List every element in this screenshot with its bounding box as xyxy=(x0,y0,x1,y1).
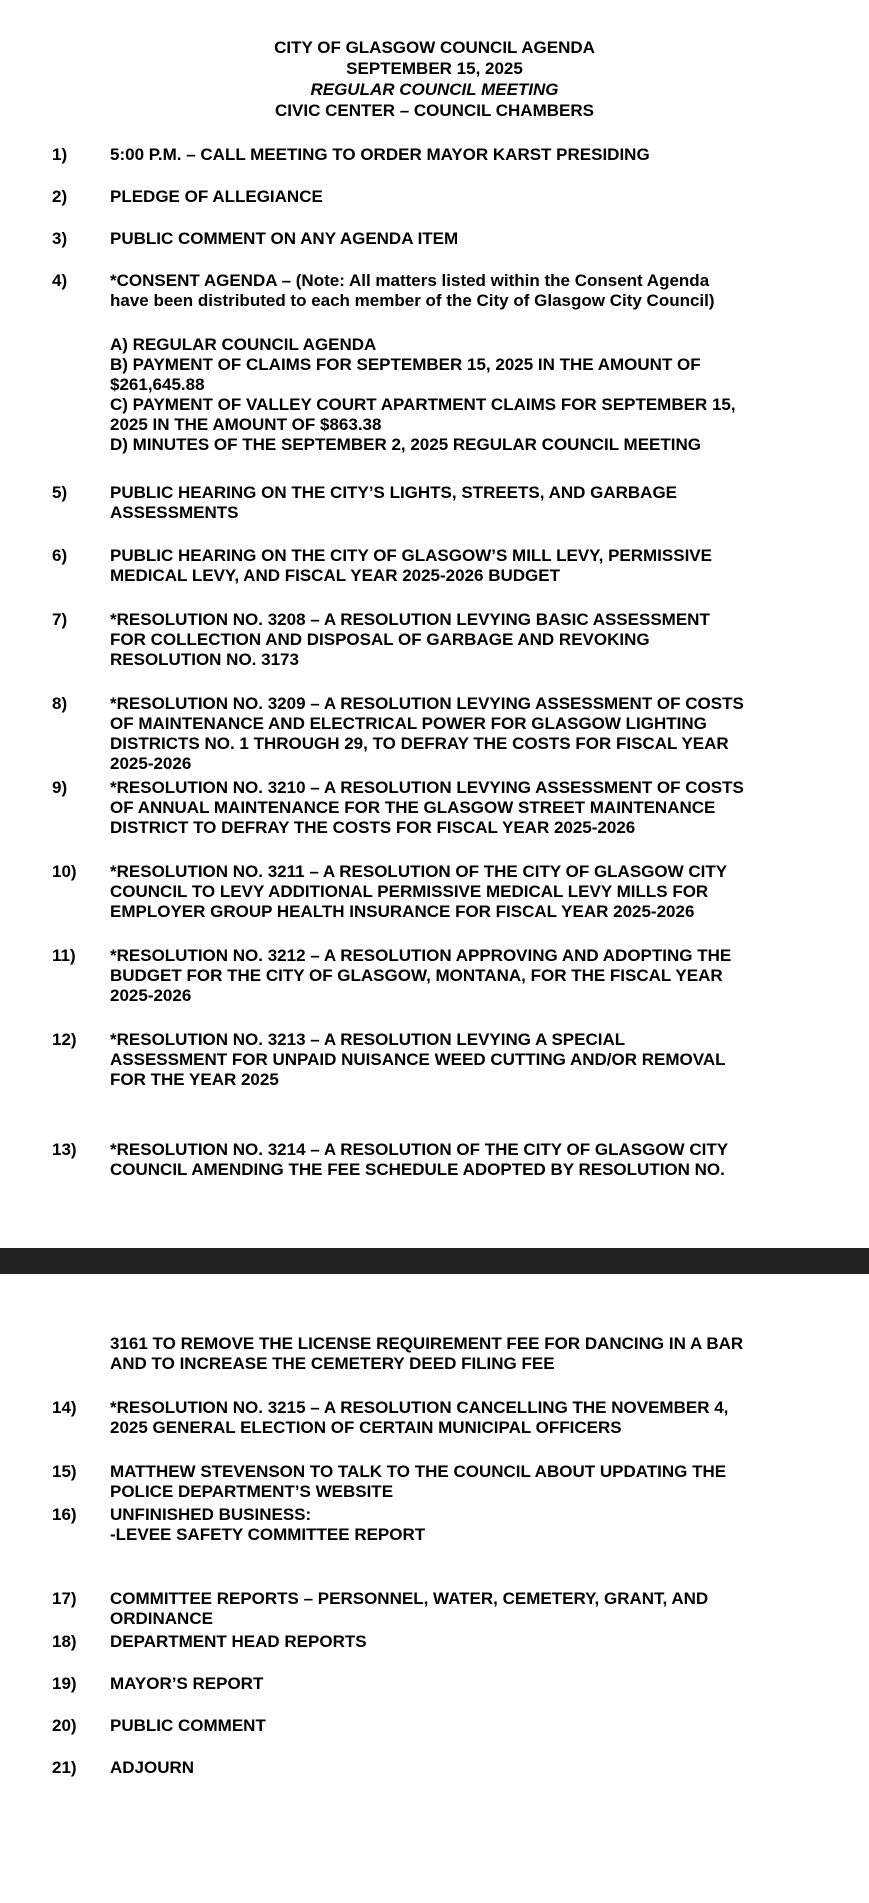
agenda-item-text xyxy=(110,187,810,207)
agenda-item-number: 4) xyxy=(52,271,68,290)
agenda-item-line: PUBLIC HEARING ON THE CITY OF GLASGOW’S MILL LEVY, PERMISSIVE xyxy=(110,546,712,565)
agenda-item-text xyxy=(110,1758,810,1778)
agenda-item-line: *RESOLUTION NO. 3213 – A RESOLUTION LEVYING A SPECIAL xyxy=(110,1030,626,1049)
agenda-item-number: 10) xyxy=(52,862,77,881)
agenda-item-number: 5) xyxy=(52,483,68,502)
agenda-item-line: EMPLOYER GROUP HEALTH INSURANCE FOR FISCAL YEAR 2025-2026 xyxy=(110,902,695,921)
header-location: CIVIC CENTER – COUNCIL CHAMBERS xyxy=(275,101,594,120)
header-meeting-type: REGULAR COUNCIL MEETING xyxy=(310,80,559,99)
agenda-item-line: AND TO INCREASE THE CEMETERY DEED FILING FEE xyxy=(110,1354,555,1373)
agenda-item-line: *RESOLUTION NO. 3212 – A RESOLUTION APPROVING AND ADOPTING THE xyxy=(110,946,732,965)
agenda-item-line: ORDINANCE xyxy=(110,1609,213,1628)
agenda-item-line: MEDICAL LEVY, AND FISCAL YEAR 2025-2026 BUDGET xyxy=(110,566,560,585)
agenda-item-line: $261,645.88 xyxy=(110,375,205,394)
agenda-item-line: D) MINUTES OF THE SEPTEMBER 2, 2025 REGULAR COUNCIL MEETING xyxy=(110,435,701,454)
agenda-header xyxy=(0,0,869,121)
agenda-item-line: DISTRICT TO DEFRAY THE COSTS FOR FISCAL YEAR 2025-2026 xyxy=(110,818,636,837)
page-divider xyxy=(0,1248,869,1274)
agenda-item-line: 2025-2026 xyxy=(110,754,192,773)
agenda-item-line: A) REGULAR COUNCIL AGENDA xyxy=(110,335,377,354)
agenda-item-line: *RESOLUTION NO. 3210 – A RESOLUTION LEVYING ASSESSMENT OF COSTS xyxy=(110,778,744,797)
agenda-item-text xyxy=(110,1632,810,1652)
agenda-item-text xyxy=(110,1334,810,1374)
agenda-item-number: 6) xyxy=(52,546,68,565)
header-title: CITY OF GLASGOW COUNCIL AGENDA xyxy=(274,38,595,57)
agenda-item-number: 17) xyxy=(52,1589,77,1608)
agenda-item-number: 13) xyxy=(52,1140,77,1159)
agenda-item-number: 9) xyxy=(52,778,68,797)
agenda-item-line: OF ANNUAL MAINTENANCE FOR THE GLASGOW STREET MAINTENANCE xyxy=(110,798,716,817)
agenda-item-line: *CONSENT AGENDA – (Note: All matters listed within the Consent Agenda xyxy=(110,271,710,290)
agenda-item-text xyxy=(110,483,810,523)
agenda-item-line: ADJOURN xyxy=(110,1758,195,1777)
agenda-item-number: 19) xyxy=(52,1674,77,1693)
agenda-item-line: 5:00 P.M. – CALL MEETING TO ORDER MAYOR KARST PRESIDING xyxy=(110,145,650,164)
agenda-item-text xyxy=(110,946,810,1006)
agenda-item-number: 11) xyxy=(52,946,76,965)
agenda-item-text xyxy=(110,145,810,165)
agenda-item-line: COMMITTEE REPORTS – PERSONNEL, WATER, CEMETERY, GRANT, AND xyxy=(110,1589,709,1608)
agenda-item-number: 1) xyxy=(52,145,68,164)
agenda-item-number: 14) xyxy=(52,1398,77,1417)
agenda-item-number: 2) xyxy=(52,187,68,206)
agenda-item-text xyxy=(110,1674,810,1694)
agenda-item-line: *RESOLUTION NO. 3208 – A RESOLUTION LEVYING BASIC ASSESSMENT xyxy=(110,610,710,629)
agenda-item-text xyxy=(110,862,810,922)
agenda-item-line: *RESOLUTION NO. 3215 – A RESOLUTION CANCELLING THE NOVEMBER 4, xyxy=(110,1398,729,1417)
agenda-item-line: PLEDGE OF ALLEGIANCE xyxy=(110,187,323,206)
agenda-item-line: RESOLUTION NO. 3173 xyxy=(110,650,299,669)
agenda-item-line: DISTRICTS NO. 1 THROUGH 29, TO DEFRAY THE COSTS FOR FISCAL YEAR xyxy=(110,734,729,753)
agenda-item-line: *RESOLUTION NO. 3214 – A RESOLUTION OF THE CITY OF GLASGOW CITY xyxy=(110,1140,729,1159)
agenda-item-number: 18) xyxy=(52,1632,77,1651)
agenda-item-number: 7) xyxy=(52,610,68,629)
agenda-item-text xyxy=(110,1716,810,1736)
agenda-item-line: ASSESSMENTS xyxy=(110,503,239,522)
agenda-item-line: PUBLIC COMMENT xyxy=(110,1716,266,1735)
agenda-item-text xyxy=(110,778,810,838)
agenda-item-text xyxy=(110,271,810,311)
header-date: SEPTEMBER 15, 2025 xyxy=(346,59,523,78)
agenda-item-line: COUNCIL TO LEVY ADDITIONAL PERMISSIVE MEDICAL LEVY MILLS FOR xyxy=(110,882,709,901)
agenda-item-line: POLICE DEPARTMENT’S WEBSITE xyxy=(110,1482,394,1501)
agenda-item-line: *RESOLUTION NO. 3211 – A RESOLUTION OF THE CITY OF GLASGOW CITY xyxy=(110,862,728,881)
agenda-item-number: 20) xyxy=(52,1716,77,1735)
agenda-item-text xyxy=(110,546,810,586)
agenda-item-line: UNFINISHED BUSINESS: xyxy=(110,1505,312,1524)
agenda-item-line: *RESOLUTION NO. 3209 – A RESOLUTION LEVYING ASSESSMENT OF COSTS xyxy=(110,694,744,713)
agenda-item-number: 8) xyxy=(52,694,68,713)
agenda-item-text xyxy=(110,1505,810,1545)
agenda-item-line: COUNCIL AMENDING THE FEE SCHEDULE ADOPTED BY RESOLUTION NO. xyxy=(110,1160,725,1179)
agenda-item-number: 15) xyxy=(52,1462,77,1481)
agenda-item-number: 21) xyxy=(52,1758,77,1777)
agenda-item-text xyxy=(110,1030,810,1090)
agenda-item-line: OF MAINTENANCE AND ELECTRICAL POWER FOR GLASGOW LIGHTING xyxy=(110,714,707,733)
agenda-item-line: have been distributed to each member of the City of Glasgow City Council) xyxy=(110,291,715,310)
agenda-item-line: BUDGET FOR THE CITY OF GLASGOW, MONTANA, FOR THE FISCAL YEAR xyxy=(110,966,723,985)
agenda-item-line: ASSESSMENT FOR UNPAID NUISANCE WEED CUTTING AND/OR REMOVAL xyxy=(110,1050,726,1069)
agenda-item-text xyxy=(110,229,810,249)
agenda-item-number: 12) xyxy=(52,1030,77,1049)
agenda-item-text xyxy=(110,1398,810,1438)
agenda-item-line: -LEVEE SAFETY COMMITTEE REPORT xyxy=(110,1525,426,1544)
agenda-item-line: 2025-2026 xyxy=(110,986,192,1005)
agenda-item-line: PUBLIC HEARING ON THE CITY’S LIGHTS, STREETS, AND GARBAGE xyxy=(110,483,678,502)
agenda-page-2 xyxy=(0,1274,869,1903)
agenda-item-line: 2025 IN THE AMOUNT OF $863.38 xyxy=(110,415,382,434)
agenda-item-line: DEPARTMENT HEAD REPORTS xyxy=(110,1632,367,1651)
agenda-item-text xyxy=(110,1589,810,1629)
agenda-item-number: 3) xyxy=(52,229,68,248)
agenda-item-text xyxy=(110,1140,810,1180)
agenda-item-text xyxy=(110,335,810,455)
agenda-item-line: 2025 GENERAL ELECTION OF CERTAIN MUNICIPAL OFFICERS xyxy=(110,1418,622,1437)
agenda-item-text xyxy=(110,1462,810,1502)
agenda-item-text xyxy=(110,694,810,774)
agenda-item-number: 16) xyxy=(52,1505,77,1524)
agenda-item-line: 3161 TO REMOVE THE LICENSE REQUIREMENT FEE FOR DANCING IN A BAR xyxy=(110,1334,744,1353)
agenda-item-line: C) PAYMENT OF VALLEY COURT APARTMENT CLAIMS FOR SEPTEMBER 15, xyxy=(110,395,736,414)
agenda-item-line: MATTHEW STEVENSON TO TALK TO THE COUNCIL ABOUT UPDATING THE xyxy=(110,1462,727,1481)
agenda-item-text xyxy=(110,610,810,670)
agenda-item-line: FOR COLLECTION AND DISPOSAL OF GARBAGE AND REVOKING xyxy=(110,630,650,649)
agenda-item-line: B) PAYMENT OF CLAIMS FOR SEPTEMBER 15, 2025 IN THE AMOUNT OF xyxy=(110,355,701,374)
agenda-item-line: PUBLIC COMMENT ON ANY AGENDA ITEM xyxy=(110,229,459,248)
agenda-item-line: FOR THE YEAR 2025 xyxy=(110,1070,279,1089)
agenda-item-line: MAYOR’S REPORT xyxy=(110,1674,264,1693)
